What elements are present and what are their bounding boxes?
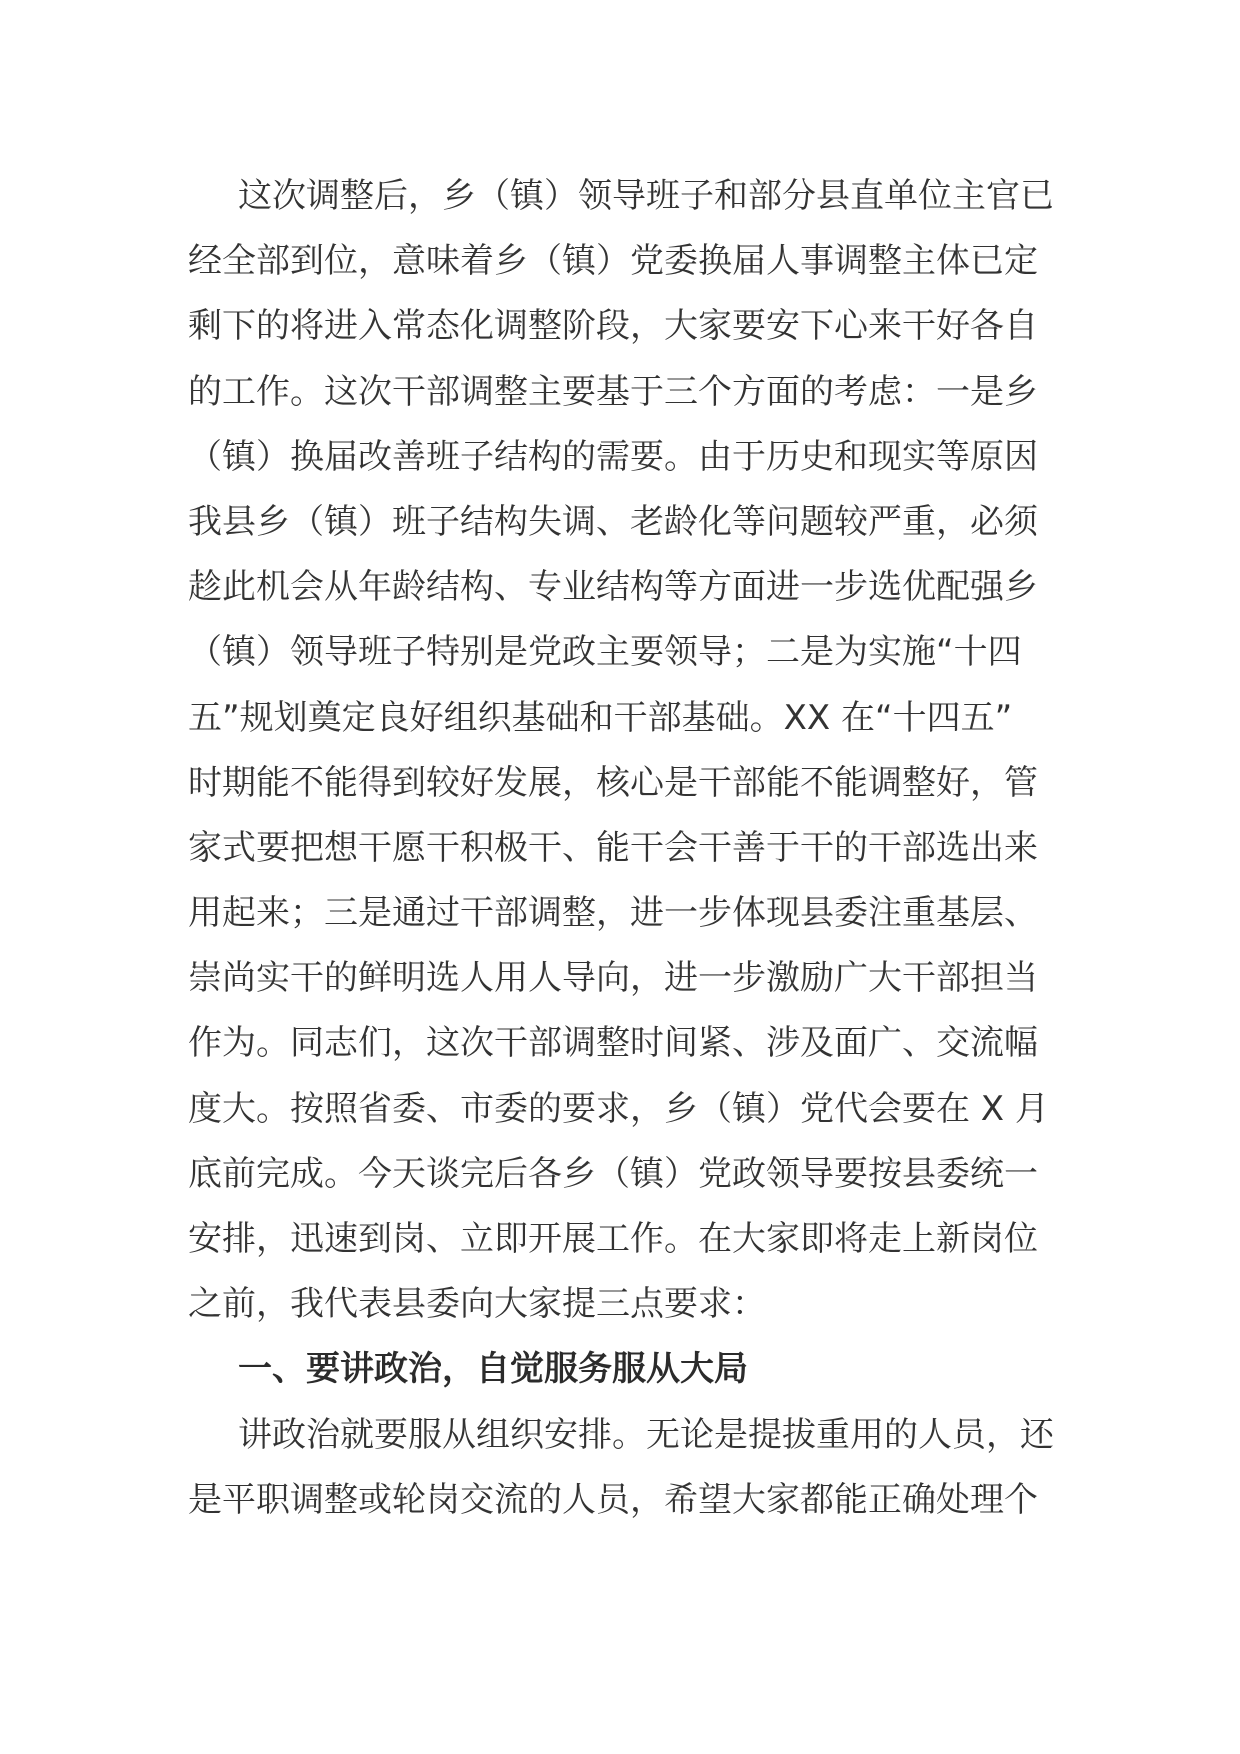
paragraph-1-line: 之前，我代表县委向大家提三点要求： [188,1284,766,1325]
paragraph-1-line: 崇尚实干的鲜明选人用人导向，进一步激励广大干部担当 [188,958,1038,999]
paragraph-1-line: 家式要把想干愿干积极干、能干会干善于干的干部选出来 [188,827,1038,868]
paragraph-1-line: 作为。同志们，这次干部调整时间紧、涉及面广、交流幅 [188,1023,1038,1064]
section-heading: 一、要讲政治，自觉服务服从大局 [238,1349,748,1390]
paragraph-2-line: 是平职调整或轮岗交流的人员，希望大家都能正确处理个 [188,1479,1038,1520]
paragraph-1-line: 趁此机会从年龄结构、专业结构等方面进一步选优配强乡 [188,567,1038,608]
document-body [188,164,1058,1533]
paragraph-1-line: （镇）换届改善班子结构的需要。由于历史和现实等原因 [188,436,1038,477]
paragraph-1-line: 时期能不能得到较好发展，核心是干部能不能调整好，管 [188,762,1038,803]
paragraph-1-line: 度大。按照省委、市委的要求，乡（镇）党代会要在 X 月 [188,1088,1049,1129]
paragraph-1-line: 的工作。这次干部调整主要基于三个方面的考虑：一是乡 [188,371,1038,412]
paragraph-1-line: 五”规划奠定良好组织基础和干部基础。XX 在“十四五” [188,697,1013,738]
paragraph-2-line: 讲政治就要服从组织安排。无论是提拔重用的人员，还 [238,1414,1054,1455]
paragraph-1-line: 底前完成。今天谈完后各乡（镇）党政领导要按县委统一 [188,1153,1038,1194]
paragraph-1-line: 用起来；三是通过干部调整，进一步体现县委注重基层、 [188,893,1038,934]
paragraph-1-line: 我县乡（镇）班子结构失调、老龄化等问题较严重，必须 [188,501,1038,542]
paragraph-1-line: 这次调整后，乡（镇）领导班子和部分县直单位主官已 [238,176,1054,216]
paragraph-1-line: 剩下的将进入常态化调整阶段，大家要安下心来干好各自 [188,306,1038,347]
paragraph-1-line: 经全部到位，意味着乡（镇）党委换届人事调整主体已定 [188,241,1038,282]
paragraph-1-line: （镇）领导班子特别是党政主要领导；二是为实施“十四 [188,632,1022,673]
paragraph-1-line: 安排，迅速到岗、立即开展工作。在大家即将走上新岗位 [188,1219,1038,1259]
